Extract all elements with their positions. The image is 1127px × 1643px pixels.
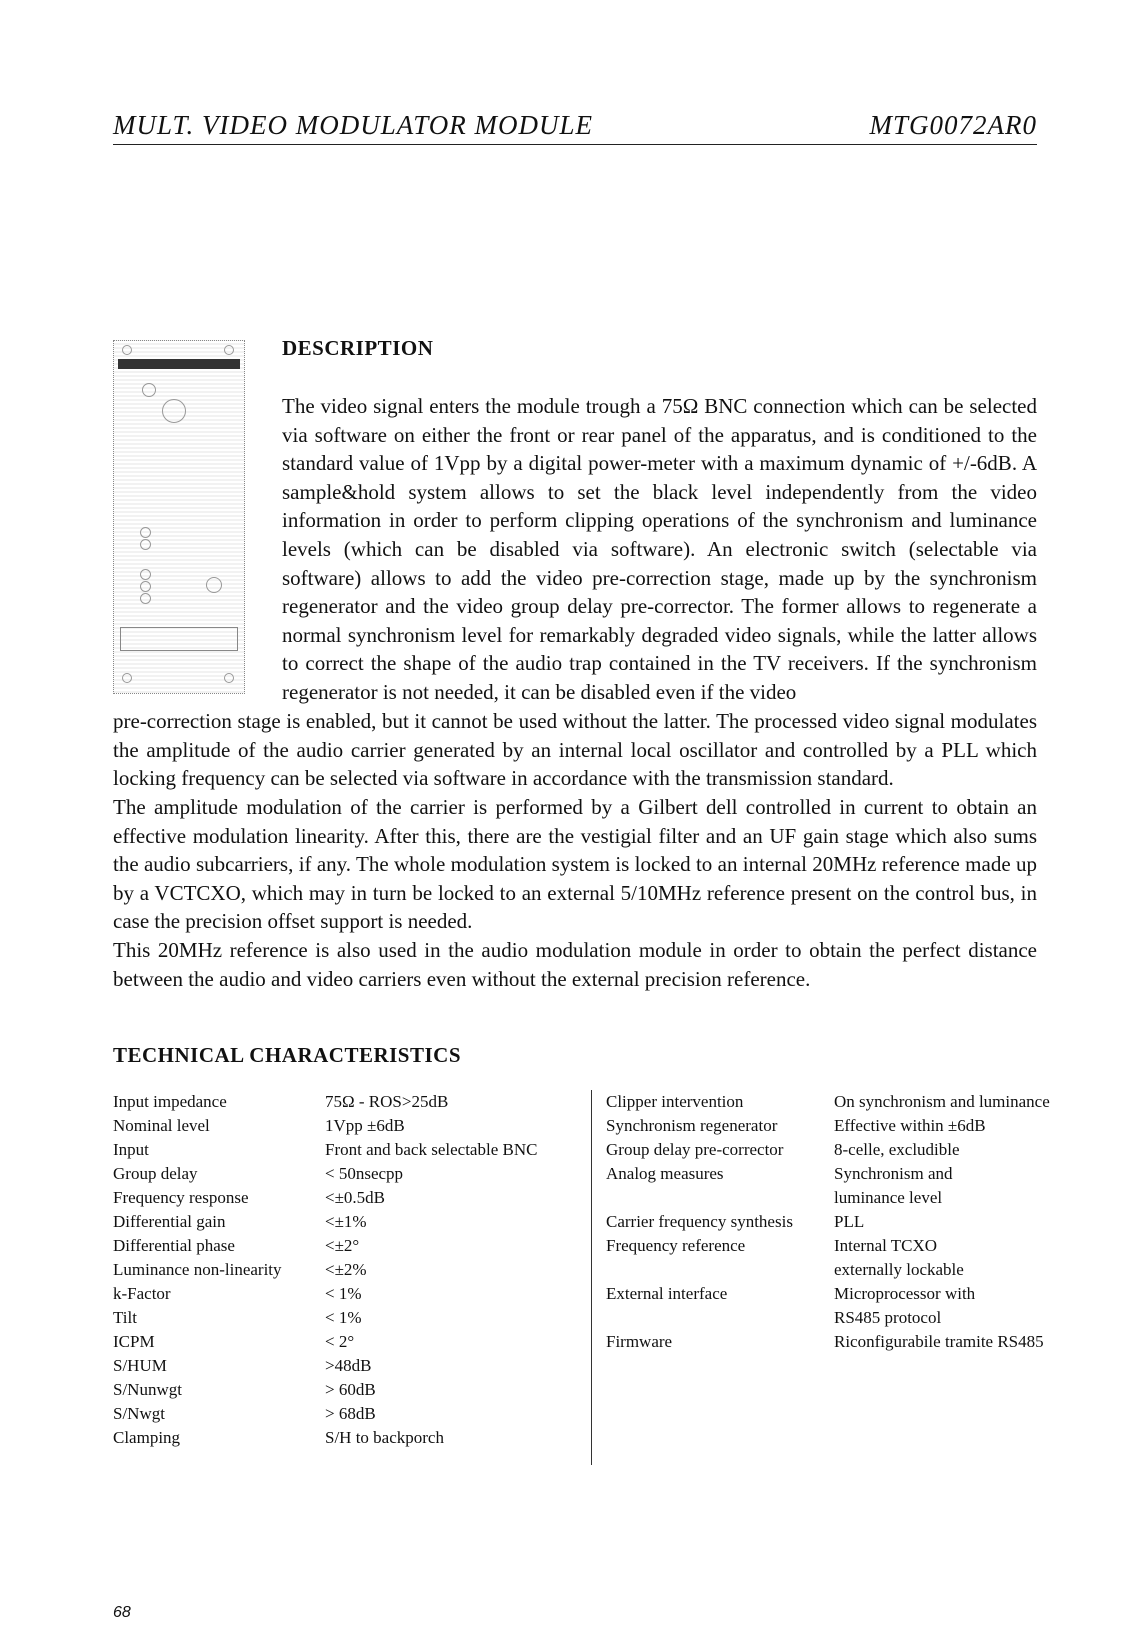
spec-row <box>606 1306 1074 1330</box>
spec-row <box>113 1234 585 1258</box>
spec-row <box>606 1258 1074 1282</box>
spec-row <box>606 1162 1074 1186</box>
spec-value: > 68dB <box>325 1404 376 1423</box>
spec-label: Input <box>113 1140 149 1159</box>
spec-row <box>113 1186 585 1210</box>
spec-value: <±2% <box>325 1260 367 1279</box>
spec-label <box>606 1186 834 1210</box>
panel-screw-icon <box>224 345 234 355</box>
spec-table-left <box>113 1090 585 1450</box>
spec-value: >48dB <box>325 1356 372 1375</box>
spec-value: externally lockable <box>834 1260 964 1279</box>
spec-value: Front and back selectable BNC <box>325 1140 538 1159</box>
spec-value: < 2° <box>325 1332 355 1351</box>
document-code: MTG0072AR0 <box>869 110 1037 140</box>
description-paragraph: The video signal enters the module trough a 75Ω BNC connection which can be selected via software on either the front or rear panel of the apparatus, and is conditioned to the standard value of 1Vpp by a digital power-meter with a maximum dynamic of +/-6dB. A sample&hold system allows to set the black level independently from the video information in order to perform clipping operations of the synchronism and luminance levels (which can be disabled via software). An electronic switch (selectable via software) allows to add the video pre-correction stage, made up by the synchronism regenerator and the video group delay pre-corrector. The former allows to regenerate a normal synchronism level for remarkably degraded video signals, while the latter allows to correct the shape of the audio trap contained in the TV receivers. If the synchronism regenerator is not needed, it can be disabled even if the video <box>282 394 1037 704</box>
spec-row <box>113 1402 585 1426</box>
panel-connector-icon <box>162 399 186 423</box>
spec-row <box>113 1306 585 1330</box>
spec-value: <±1% <box>325 1212 367 1231</box>
spec-label: Luminance non-linearity <box>113 1260 282 1279</box>
panel-led-icon <box>140 581 151 592</box>
spec-value: Effective within ±6dB <box>834 1116 986 1135</box>
spec-row <box>606 1138 1074 1162</box>
spec-row <box>113 1282 585 1306</box>
spec-label: Frequency response <box>113 1188 249 1207</box>
spec-value: Internal TCXO <box>834 1236 938 1255</box>
description-paragraph: This 20MHz reference is also used in the audio modulation module in order to obtain the perfect distance between the audio and video carriers even without the external precision reference. <box>113 938 1037 991</box>
spec-value: Microprocessor with <box>834 1284 976 1303</box>
panel-led-icon <box>142 383 156 397</box>
panel-led-icon <box>140 593 151 604</box>
spec-label: Input impedance <box>113 1092 227 1111</box>
spec-value: RS485 protocol <box>834 1308 942 1327</box>
document-title: MULT. VIDEO MODULATOR MODULE <box>113 110 593 140</box>
spec-value: < 50nsecpp <box>325 1164 404 1183</box>
spec-label: Nominal level <box>113 1116 210 1135</box>
panel-label-bar <box>118 359 240 369</box>
spec-label: ICPM <box>113 1332 155 1351</box>
spec-value: luminance level <box>834 1188 943 1207</box>
spec-label: Synchronism regenerator <box>606 1116 778 1135</box>
description-heading: DESCRIPTION <box>282 336 434 360</box>
spec-row <box>113 1258 585 1282</box>
spec-label: Clamping <box>113 1428 181 1447</box>
spec-row <box>113 1090 585 1114</box>
page-header <box>113 108 1037 145</box>
spec-row <box>606 1282 1074 1306</box>
spec-row <box>606 1090 1074 1114</box>
spec-label: Carrier frequency synthesis <box>606 1212 793 1231</box>
spec-label <box>606 1258 834 1282</box>
spec-label: S/Nunwgt <box>113 1380 182 1399</box>
spec-row <box>606 1210 1074 1234</box>
panel-handle-slot <box>120 627 238 651</box>
spec-value: <±2° <box>325 1236 360 1255</box>
spec-row <box>113 1426 585 1450</box>
description-paragraph: The amplitude modulation of the carrier is performed by a Gilbert dell controlled in current to obtain an effective modulation linearity. After this, there are the vestigial filter and an UF gain stage which also sums the audio subcarriers, if any. The whole modulation system is locked to an internal 20MHz reference made up by a VCTCXO, which may in turn be locked to an external 5/10MHz reference present on the control bus, in case the precision offset support is needed. <box>113 795 1037 934</box>
spec-value: Riconfigurabile tramite RS485 <box>834 1332 1044 1351</box>
spec-row <box>113 1210 585 1234</box>
module-front-panel-illustration <box>113 340 245 694</box>
spec-label: Group delay pre-corrector <box>606 1140 784 1159</box>
panel-led-icon <box>140 527 151 538</box>
spec-row <box>113 1330 585 1354</box>
spec-value: 8-celle, excludible <box>834 1140 960 1159</box>
spec-row <box>113 1138 585 1162</box>
spec-value: <±0.5dB <box>325 1188 386 1207</box>
panel-connector-icon <box>206 577 222 593</box>
spec-label: Analog measures <box>606 1164 724 1183</box>
spec-value: > 60dB <box>325 1380 376 1399</box>
spec-label: S/HUM <box>113 1356 167 1375</box>
spec-label: External interface <box>606 1284 728 1303</box>
spec-label: Group delay <box>113 1164 198 1183</box>
panel-screw-icon <box>122 673 132 683</box>
description-paragraph: pre-correction stage is enabled, but it cannot be used without the latter. The processed video signal modulates the amplitude of the audio carrier generated by an internal local oscillator and controlled by a PLL which locking frequency can be selected via software in accordance with the transmission standard. <box>113 709 1037 791</box>
column-divider <box>591 1090 592 1465</box>
spec-row <box>606 1234 1074 1258</box>
spec-label: Tilt <box>113 1308 137 1327</box>
spec-value: S/H to backporch <box>325 1428 444 1447</box>
panel-screw-icon <box>122 345 132 355</box>
panel-led-icon <box>140 539 151 550</box>
panel-led-icon <box>140 569 151 580</box>
spec-value: PLL <box>834 1212 865 1231</box>
spec-value: On synchronism and luminance <box>834 1092 1050 1111</box>
page-number: 68 <box>113 1604 131 1621</box>
spec-value: 75Ω - ROS>25dB <box>325 1092 449 1111</box>
technical-characteristics-heading: TECHNICAL CHARACTERISTICS <box>113 1043 461 1067</box>
spec-value: 1Vpp ±6dB <box>325 1116 405 1135</box>
spec-value: Synchronism and <box>834 1164 953 1183</box>
panel-screw-icon <box>224 673 234 683</box>
spec-label: Differential gain <box>113 1212 226 1231</box>
spec-label <box>606 1306 834 1330</box>
spec-row <box>113 1378 585 1402</box>
spec-row <box>113 1354 585 1378</box>
spec-row <box>113 1162 585 1186</box>
spec-table-right <box>606 1090 1074 1354</box>
spec-row <box>606 1330 1074 1354</box>
spec-row <box>113 1114 585 1138</box>
spec-row <box>606 1186 1074 1210</box>
spec-label: Firmware <box>606 1332 673 1351</box>
spec-value: < 1% <box>325 1308 362 1327</box>
spec-label: Clipper intervention <box>606 1092 744 1111</box>
spec-label: Differential phase <box>113 1236 235 1255</box>
spec-label: k-Factor <box>113 1284 171 1303</box>
spec-label: S/Nwgt <box>113 1404 165 1423</box>
spec-row <box>606 1114 1074 1138</box>
spec-value: < 1% <box>325 1284 362 1303</box>
spec-label: Frequency reference <box>606 1236 746 1255</box>
